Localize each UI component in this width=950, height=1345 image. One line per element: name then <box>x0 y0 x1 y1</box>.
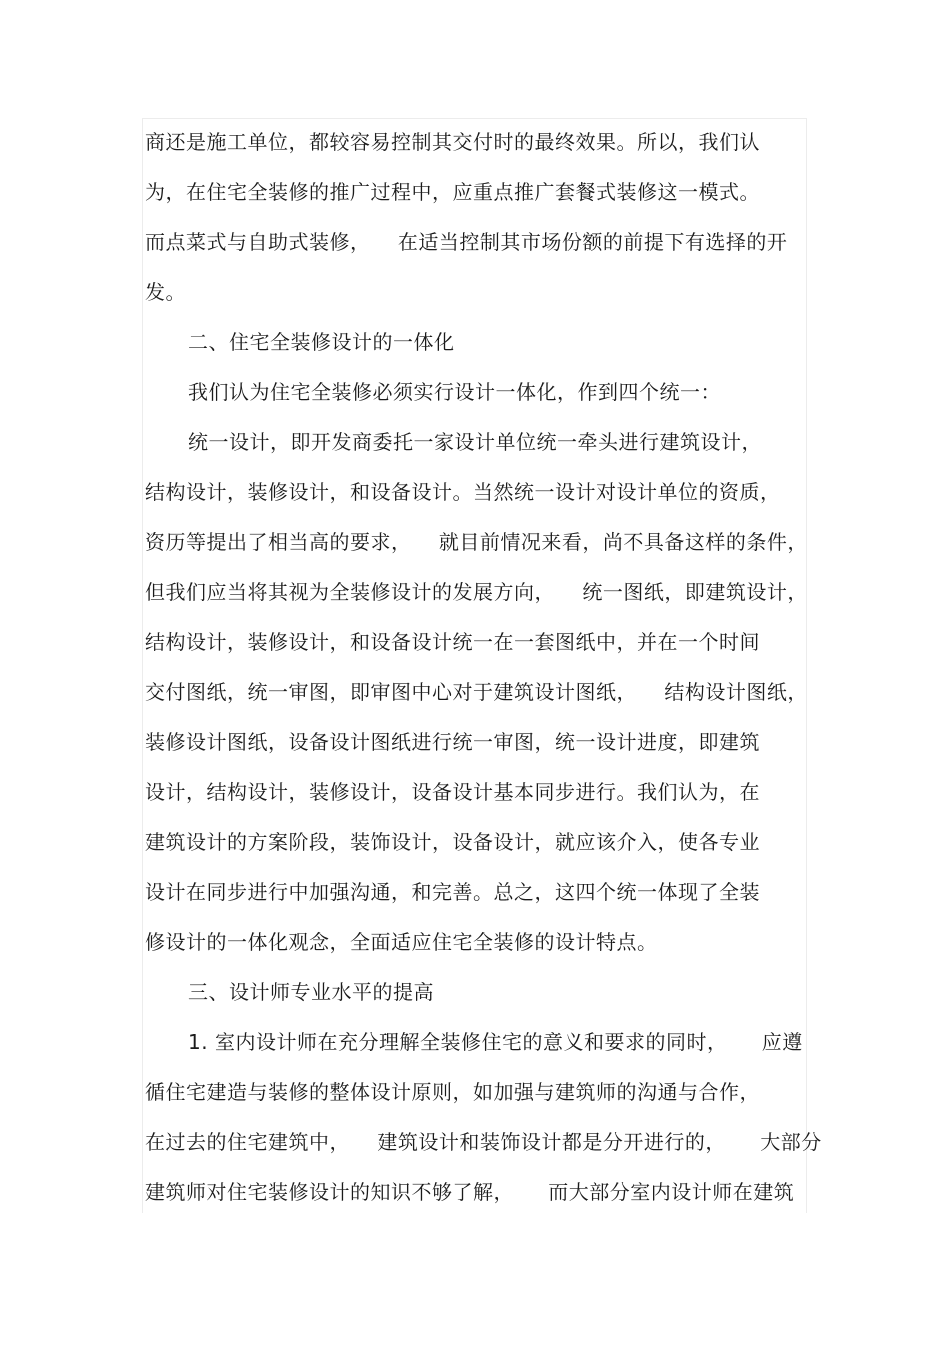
text-line: 建筑师对住宅装修设计的知识不够了解， 而大部分室内设计师在建筑 <box>145 1180 795 1204</box>
text-line: 设计，结构设计，装修设计，设备设计基本同步进行。我们认为，在 <box>145 780 760 804</box>
text-line: 统一设计，即开发商委托一家设计单位统一牵头进行建筑设计， <box>188 430 762 454</box>
text-line: 修设计的一体化观念，全面适应住宅全装修的设计特点。 <box>145 930 658 954</box>
text-line: 但我们应当将其视为全装修设计的发展方向， 统一图纸，即建筑设计， <box>145 580 808 604</box>
text-line: 为，在住宅全装修的推广过程中，应重点推广套餐式装修这一模式。 <box>145 180 760 204</box>
document-body <box>145 117 822 1217</box>
text-line: 循住宅建造与装修的整体设计原则，如加强与建筑师的沟通与合作， <box>145 1080 760 1104</box>
text-line: 资历等提出了相当高的要求， 就目前情况来看，尚不具备这样的条件， <box>145 530 808 554</box>
text-line: 建筑设计的方案阶段，装饰设计，设备设计，就应该介入，使各专业 <box>145 830 760 854</box>
text-line: 1. 室内设计师在充分理解全装修住宅的意义和要求的同时， 应遵 <box>188 1030 803 1054</box>
text-line: 结构设计，装修设计，和设备设计统一在一套图纸中，并在一个时间 <box>145 630 760 654</box>
text-line: 设计在同步进行中加强沟通，和完善。总之，这四个统一体现了全装 <box>145 880 760 904</box>
text-line: 二、住宅全装修设计的一体化 <box>188 330 455 354</box>
text-line: 装修设计图纸，设备设计图纸进行统一审图，统一设计进度，即建筑 <box>145 730 760 754</box>
text-line: 商还是施工单位，都较容易控制其交付时的最终效果。所以，我们认 <box>145 130 760 154</box>
text-line: 而点菜式与自助式装修， 在适当控制其市场份额的前提下有选择的开 <box>145 230 788 254</box>
text-line: 在过去的住宅建筑中， 建筑设计和装饰设计都是分开进行的， 大部分 <box>145 1130 822 1154</box>
text-line: 结构设计，装修设计，和设备设计。当然统一设计对设计单位的资质， <box>145 480 781 504</box>
text-line: 交付图纸，统一审图，即审图中心对于建筑设计图纸， 结构设计图纸， <box>145 680 808 704</box>
text-line: 三、设计师专业水平的提高 <box>188 980 434 1004</box>
text-line: 我们认为住宅全装修必须实行设计一体化，作到四个统一： <box>188 380 721 404</box>
text-line: 发。 <box>145 280 186 304</box>
